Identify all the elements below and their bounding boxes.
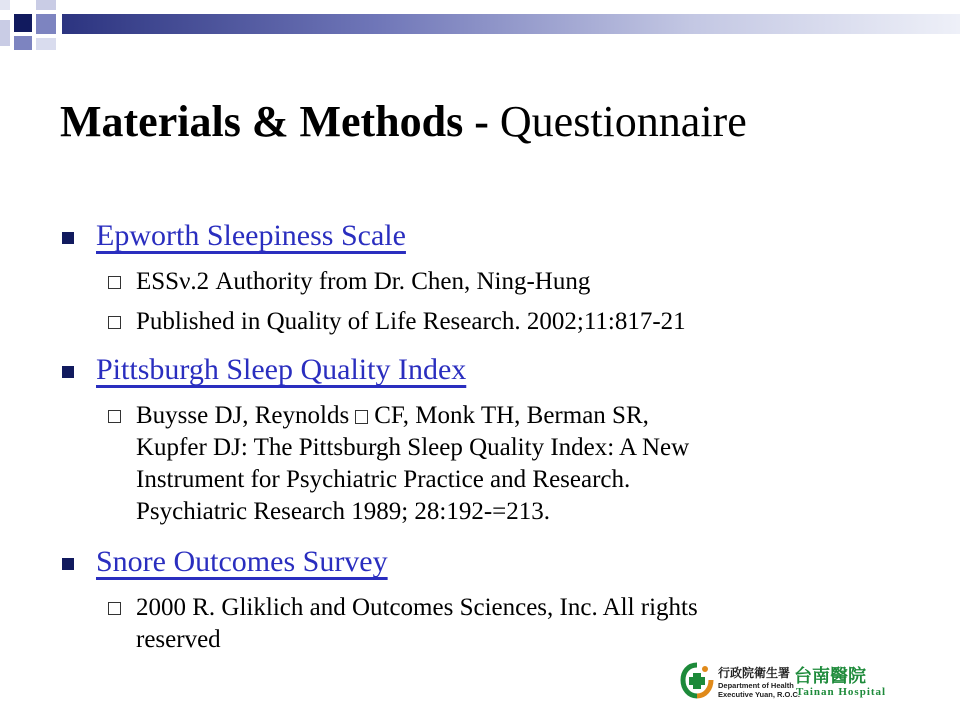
department-emblem-icon: [680, 662, 714, 700]
sub-bullet-box-icon: [108, 410, 121, 423]
published-qol-text: Published in Quality of Life Research. 2002;11:817-21: [136, 308, 686, 335]
link-epworth-sleepiness-scale[interactable]: Epworth Sleepiness Scale: [96, 219, 406, 252]
sos-copyright-line-2: reserved: [136, 626, 221, 653]
psqi-citation-line-1a: Buysse DJ, Reynolds: [136, 402, 350, 429]
bullet-square-icon: [62, 232, 74, 244]
bullet-square-icon: [62, 558, 74, 570]
sos-copyright-line-1: 2000 R. Gliklich and Outcomes Sciences, Inc. All rights: [136, 594, 698, 621]
hospital-logo: [680, 662, 890, 702]
title-bold-part: Materials & Methods -: [60, 97, 500, 146]
logo-hospital-en: Tainan Hospital: [796, 686, 887, 698]
essv2-authority-text: ESSν.2 Authority from Dr. Chen, Ning-Hung: [136, 268, 591, 295]
psqi-citation-line-4: Psychiatric Research 1989; 28:192-=213.: [136, 498, 551, 525]
logo-org-en-1: Department of Health: [718, 681, 794, 690]
sub-bullet-box-icon: [108, 276, 121, 289]
title-normal-part: Questionnaire: [499, 97, 747, 146]
missing-glyph-box-icon: [355, 410, 368, 424]
logo-hospital-cn: 台南醫院: [794, 666, 866, 687]
psqi-citation-line-3: Instrument for Psychiatric Practice and Research.: [136, 466, 631, 493]
psqi-citation-line-2: Kupfer DJ: The Pittsburgh Sleep Quality Index: A New: [136, 434, 690, 461]
psqi-citation-line-1: [136, 400, 649, 432]
logo-org-cn: 行政院衛生署: [718, 666, 791, 680]
bullet-square-icon: [62, 366, 74, 378]
link-pittsburgh-sleep-quality-index[interactable]: Pittsburgh Sleep Quality Index: [96, 353, 467, 386]
sub-bullet-box-icon: [108, 602, 121, 615]
logo-org-en-2: Executive Yuan, R.O.C.: [718, 690, 800, 699]
link-snore-outcomes-survey[interactable]: Snore Outcomes Survey: [96, 545, 388, 578]
psqi-citation-line-1b: CF, Monk TH, Berman SR,: [374, 402, 649, 429]
sub-bullet-box-icon: [108, 316, 121, 329]
